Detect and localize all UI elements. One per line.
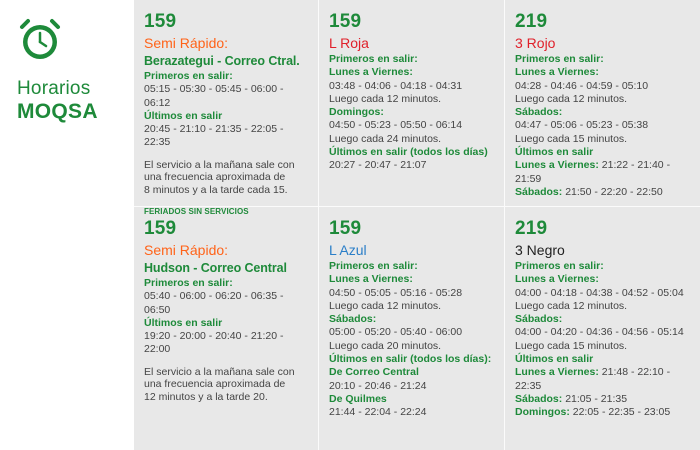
weekday-frequency: Luego cada 12 minutos. [329, 299, 442, 312]
line-name: L Roja [329, 35, 369, 51]
line-name: 3 Negro [515, 242, 565, 258]
last-departures-label: Últimos en salir [515, 146, 594, 159]
first-departures: 05:40 - 06:00 - 06:20 - 06:35 - 06:50 [144, 290, 284, 316]
last-weekday-times: 21:48 - 22:10 - 22:35 [515, 366, 671, 392]
first-departures-label: Primeros en salir: [329, 260, 418, 272]
weekday-times: 04:28 - 04:46 - 04:59 - 05:10 [515, 79, 649, 92]
first-departures-label: Primeros en salir: [144, 277, 233, 289]
line-number: 159 [329, 218, 362, 239]
first-departures-label: Primeros en salir: [515, 260, 604, 272]
weekday-label: Lunes a Viernes: [329, 273, 413, 286]
schedule-card-159-l-azul [319, 207, 504, 450]
last-weekday-label: Lunes a Viernes: [515, 159, 599, 172]
last-saturday-row [515, 186, 694, 199]
sunday-frequency: Luego cada 24 minutos. [329, 132, 442, 145]
brand-panel [0, 0, 134, 450]
last-saturday-label: Sábados: [515, 392, 563, 405]
saturday-frequency: Luego cada 20 minutos. [329, 339, 442, 352]
clock-icon [17, 17, 63, 63]
saturday-label: Sábados: [515, 106, 563, 119]
line-name: Semi Rápido: [144, 242, 229, 258]
weekday-frequency: Luego cada 12 minutos. [515, 299, 628, 312]
line-number: 159 [144, 11, 177, 32]
last-sunday-row [515, 406, 694, 419]
schedule-card-159-semi-rapido-berazategui [134, 0, 318, 217]
schedule-card-219-3-negro [505, 207, 700, 450]
last-departures-label: Últimos en salir [144, 316, 223, 329]
first-departures: 05:15 - 05:30 - 05:45 - 06:00 - 06:12 [144, 83, 284, 109]
saturday-label: Sábados: [515, 313, 563, 326]
route-name: Berazategui - Correo Ctral. [144, 54, 300, 68]
origin-correo-central-times: 20:10 - 20:46 - 21:24 [329, 379, 427, 392]
line-number: 159 [144, 218, 177, 239]
frequency-note-line: El servicio a la mañana sale con [144, 158, 295, 171]
weekday-times: 03:48 - 04:06 - 04:18 - 04:31 [329, 79, 463, 92]
line-name: 3 Rojo [515, 35, 556, 51]
last-departures-label: Últimos en salir [515, 353, 594, 366]
origin-quilmes-label: De Quilmes [329, 392, 387, 405]
last-weekday-label: Lunes a Viernes: [515, 366, 599, 379]
line-number: 219 [515, 11, 548, 32]
last-weekday-row [515, 366, 694, 393]
saturday-label: Sábados: [329, 313, 377, 326]
weekday-label: Lunes a Viernes: [515, 66, 599, 79]
last-saturday-times: 21:05 - 21:35 [565, 392, 628, 405]
route-name: Hudson - Correo Central [144, 261, 287, 275]
last-departures-label: Últimos en salir (todos los días) [329, 146, 488, 159]
schedule-grid [134, 0, 700, 450]
first-departures-label: Primeros en salir: [329, 53, 418, 65]
holiday-note: FERIADOS SIN SERVICIOS [144, 207, 249, 217]
last-departures: 20:45 - 21:10 - 21:35 - 22:05 - 22:35 [144, 123, 284, 149]
frequency-note [144, 366, 312, 404]
frequency-note-line: 12 minutos y a la tarde 20. [144, 390, 268, 403]
frequency-note [144, 159, 312, 197]
frequency-note-line: 8 minutos y a la tarde cada 15. [144, 183, 288, 196]
weekday-frequency: Luego cada 12 minutos. [515, 92, 628, 105]
saturday-times: 04:00 - 04:20 - 04:36 - 04:56 - 05:14 [515, 326, 684, 339]
last-weekday-times: 21:22 - 21:40 - 21:59 [515, 159, 671, 185]
schedule-card-219-3-rojo [505, 0, 700, 206]
last-saturday-label: Sábados: [515, 185, 563, 198]
line-number: 159 [329, 11, 362, 32]
saturday-times: 04:47 - 05:06 - 05:23 - 05:38 [515, 119, 649, 132]
origin-correo-central-label: De Correo Central [329, 366, 419, 379]
last-sunday-times: 22:05 - 22:35 - 23:05 [572, 406, 671, 419]
frequency-note-line: una frecuencia aproximada de [144, 378, 286, 391]
brand-company: MOQSA [17, 100, 98, 123]
last-departures: 19:20 - 20:00 - 20:40 - 21:20 - 22:00 [144, 330, 284, 356]
line-name: Semi Rápido: [144, 35, 229, 51]
weekday-label: Lunes a Viernes: [515, 273, 599, 286]
saturday-frequency: Luego cada 15 minutos. [515, 132, 628, 145]
first-departures-label: Primeros en salir: [515, 53, 604, 65]
brand-title: Horarios [17, 78, 91, 99]
schedule-card-159-semi-rapido-hudson [134, 207, 318, 450]
last-departures-label: Últimos en salir (todos los días): [329, 353, 492, 366]
last-weekday-row [515, 159, 694, 186]
first-departures-label: Primeros en salir: [144, 70, 233, 82]
weekday-times: 04:50 - 05:05 - 05:16 - 05:28 [329, 286, 463, 299]
sunday-times: 04:50 - 05:23 - 05:50 - 06:14 [329, 119, 463, 132]
sunday-label: Domingos: [329, 106, 384, 119]
frequency-note-line: El servicio a la mañana sale con [144, 365, 295, 378]
last-departures: 20:27 - 20:47 - 21:07 [329, 159, 427, 172]
last-saturday-times: 21:50 - 22:20 - 22:50 [565, 185, 663, 198]
frequency-note-line: una frecuencia aproximada de [144, 171, 286, 184]
saturday-times: 05:00 - 05:20 - 05:40 - 06:00 [329, 326, 463, 339]
line-name: L Azul [329, 242, 367, 258]
last-departures-label: Últimos en salir [144, 109, 223, 122]
schedule-card-159-l-roja [319, 0, 504, 206]
weekday-label: Lunes a Viernes: [329, 66, 413, 79]
saturday-frequency: Luego cada 15 minutos. [515, 339, 628, 352]
origin-quilmes-times: 21:44 - 22:04 - 22:24 [329, 406, 427, 419]
weekday-frequency: Luego cada 12 minutos. [329, 92, 442, 105]
line-number: 219 [515, 218, 548, 239]
last-sunday-label: Domingos: [515, 406, 570, 419]
weekday-times: 04:00 - 04:18 - 04:38 - 04:52 - 05:04 [515, 286, 684, 299]
last-saturday-row [515, 393, 694, 406]
